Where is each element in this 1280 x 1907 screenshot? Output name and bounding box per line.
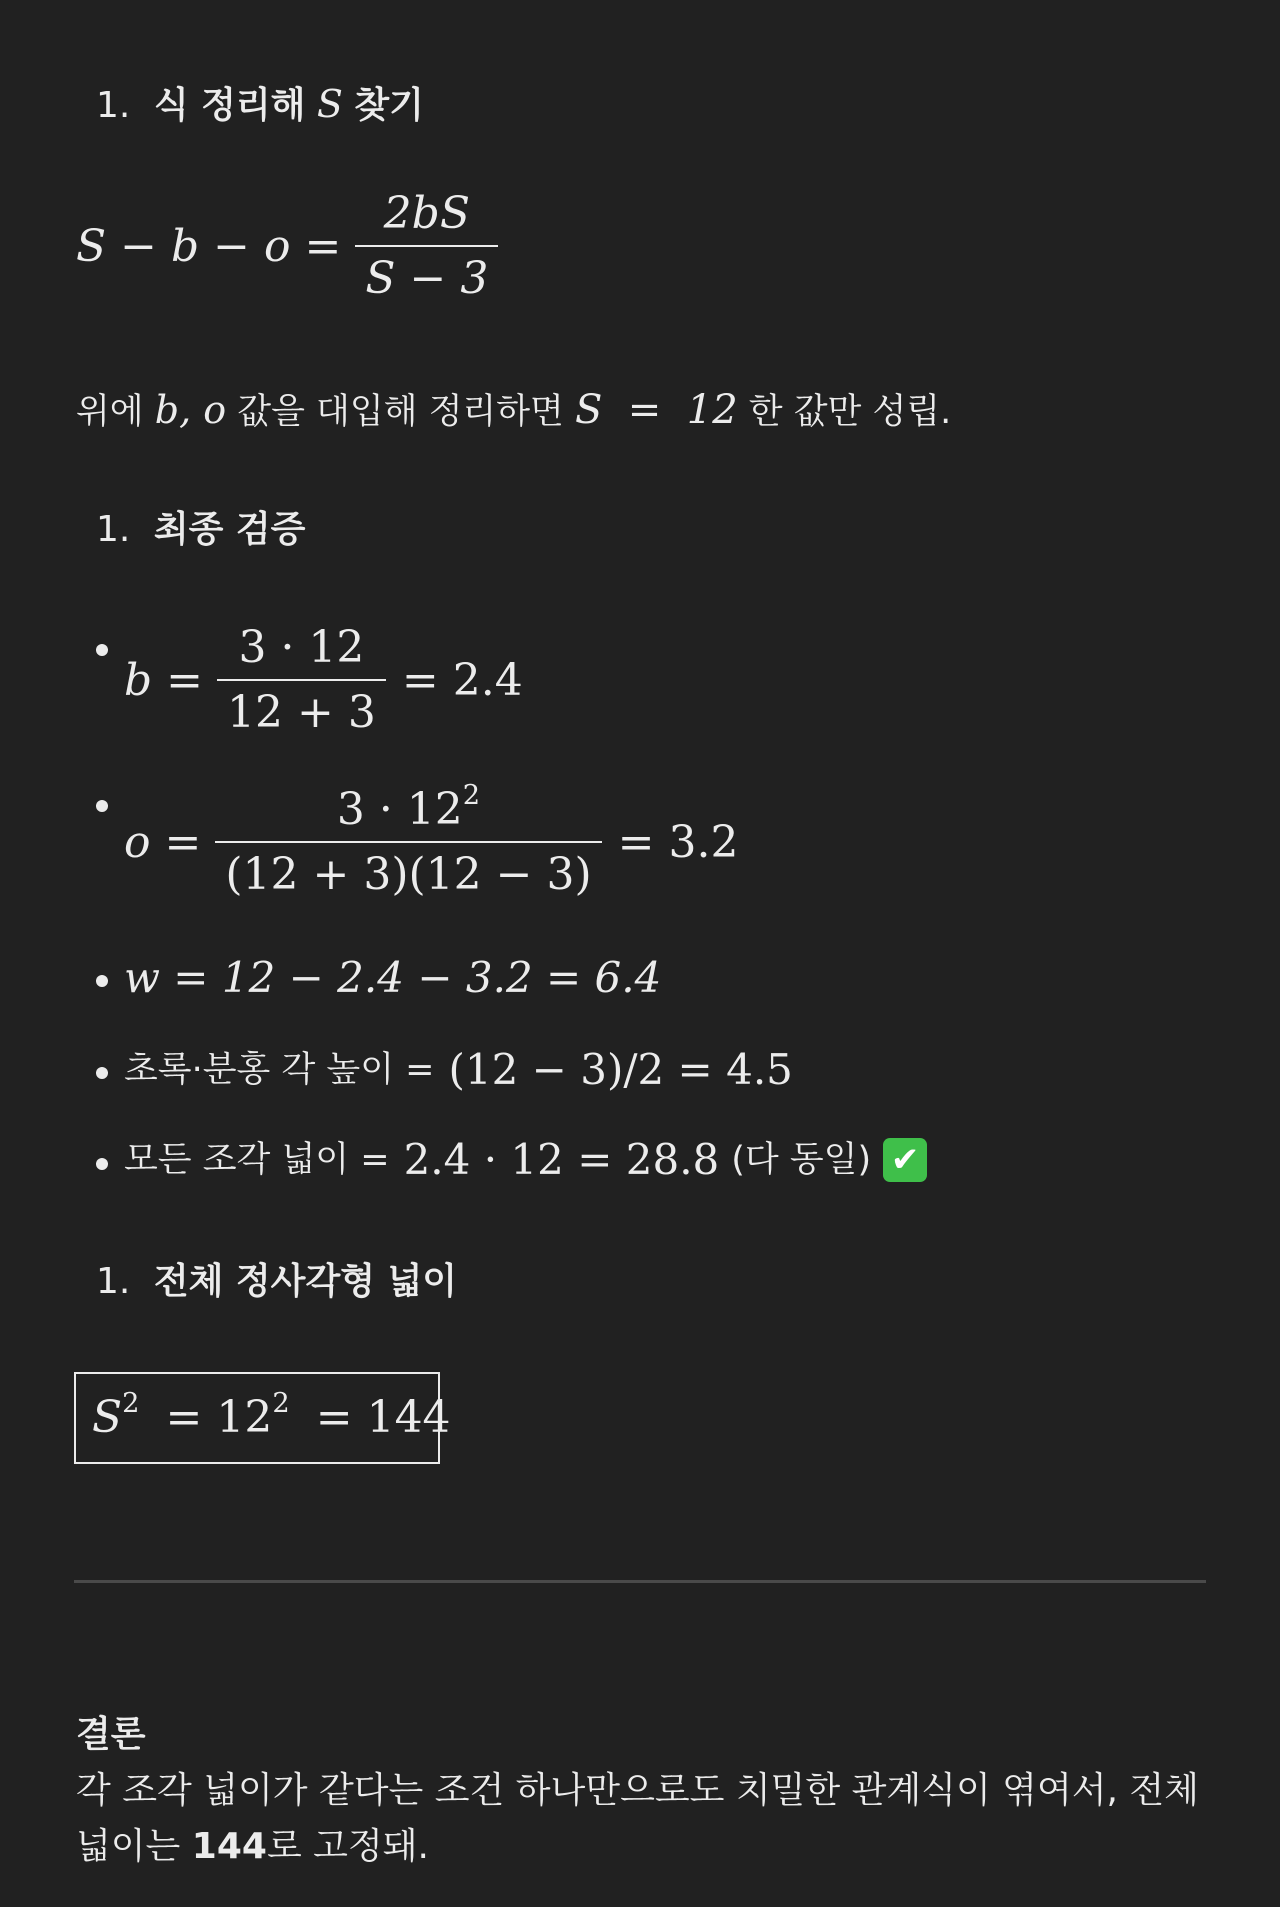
o-numerator-exponent: 2 bbox=[462, 780, 481, 812]
conclusion-line-2 bbox=[76, 1819, 1226, 1875]
final-equation bbox=[92, 1388, 451, 1443]
conclusion-line-1: 각 조각 넓이가 같다는 조건 하나만으로도 치밀한 관계식이 엮여서, 전체 bbox=[76, 1770, 1199, 1811]
substitution-after: 한 값만 성립. bbox=[748, 392, 952, 432]
b-fraction bbox=[217, 622, 386, 738]
verify-area bbox=[124, 1135, 927, 1184]
step-title: 전체 정사각형 넓이 bbox=[153, 1261, 458, 1302]
conclusion-heading: 결론 bbox=[76, 1714, 146, 1755]
list-bullet bbox=[96, 644, 108, 656]
final-s-exponent: 2 bbox=[122, 1388, 140, 1420]
height-expression: (12 − 3)/2 = 4.5 bbox=[448, 1045, 793, 1094]
equation-lhs: S − b − o = bbox=[76, 220, 342, 272]
o-numerator bbox=[215, 780, 601, 841]
fraction bbox=[355, 188, 498, 304]
area-label: 모든 조각 넓이 = bbox=[124, 1139, 390, 1180]
list-bullet bbox=[96, 1158, 108, 1170]
list-bullet bbox=[96, 800, 108, 812]
step-1-heading bbox=[96, 82, 424, 128]
final-rhs: = 144 bbox=[315, 1392, 451, 1443]
step-number: 1. bbox=[96, 509, 131, 550]
step-title-before: 식 정리해 bbox=[153, 85, 306, 126]
height-label: 초록·분홍 각 높이 = bbox=[124, 1049, 435, 1090]
b-numerator: 3 · 12 bbox=[238, 622, 365, 673]
w-equation-text: w = 12 − 2.4 − 3.2 = 6.4 bbox=[124, 953, 662, 1002]
final-middle: = 12 bbox=[165, 1392, 273, 1443]
conclusion-body bbox=[76, 1763, 1226, 1875]
substitution-paragraph bbox=[76, 387, 951, 435]
substitution-vars: b, o bbox=[154, 388, 227, 432]
conclusion-line-2-before: 넓이는 bbox=[76, 1826, 181, 1867]
substitution-before: 위에 bbox=[76, 392, 144, 432]
area-note: (다 동일) bbox=[731, 1139, 872, 1180]
fraction-numerator: 2bS bbox=[383, 188, 470, 239]
verify-o-equation bbox=[124, 780, 739, 900]
o-lhs: o = bbox=[124, 816, 202, 868]
step-3-heading bbox=[96, 1260, 457, 1304]
verify-height bbox=[124, 1045, 793, 1094]
equation-s-relation bbox=[76, 188, 498, 304]
verify-w-equation bbox=[124, 953, 661, 1002]
o-numerator-base: 3 · 12 bbox=[336, 784, 463, 835]
list-bullet bbox=[96, 975, 108, 987]
o-rhs: = 3.2 bbox=[617, 816, 739, 868]
area-expression: 2.4 · 12 = 28.8 bbox=[403, 1135, 720, 1184]
section-divider bbox=[74, 1580, 1206, 1583]
b-rhs: = 2.4 bbox=[401, 654, 523, 706]
substitution-result: S = 12 bbox=[574, 387, 738, 433]
verify-b-equation bbox=[124, 622, 523, 738]
step-number: 1. bbox=[96, 85, 131, 126]
step-title-after: 찾기 bbox=[354, 85, 424, 126]
final-middle-exponent: 2 bbox=[272, 1388, 290, 1420]
substitution-middle: 값을 대입해 정리하면 bbox=[237, 392, 564, 432]
o-denominator: (12 + 3)(12 − 3) bbox=[215, 841, 601, 900]
fraction-denominator: S − 3 bbox=[355, 245, 498, 304]
b-denominator: 12 + 3 bbox=[217, 679, 386, 738]
step-title: 최종 검증 bbox=[153, 509, 306, 550]
b-lhs: b = bbox=[124, 654, 204, 706]
step-number: 1. bbox=[96, 1261, 131, 1302]
list-bullet bbox=[96, 1067, 108, 1079]
o-fraction bbox=[215, 780, 601, 900]
step-title-variable: S bbox=[316, 82, 343, 126]
conclusion-line-2-bold: 144 bbox=[191, 1826, 267, 1867]
step-2-heading bbox=[96, 508, 305, 552]
conclusion-line-2-after: 로 고정돼. bbox=[266, 1826, 429, 1867]
final-s: S bbox=[92, 1392, 123, 1443]
check-mark-button-icon: ✔ bbox=[883, 1138, 927, 1182]
